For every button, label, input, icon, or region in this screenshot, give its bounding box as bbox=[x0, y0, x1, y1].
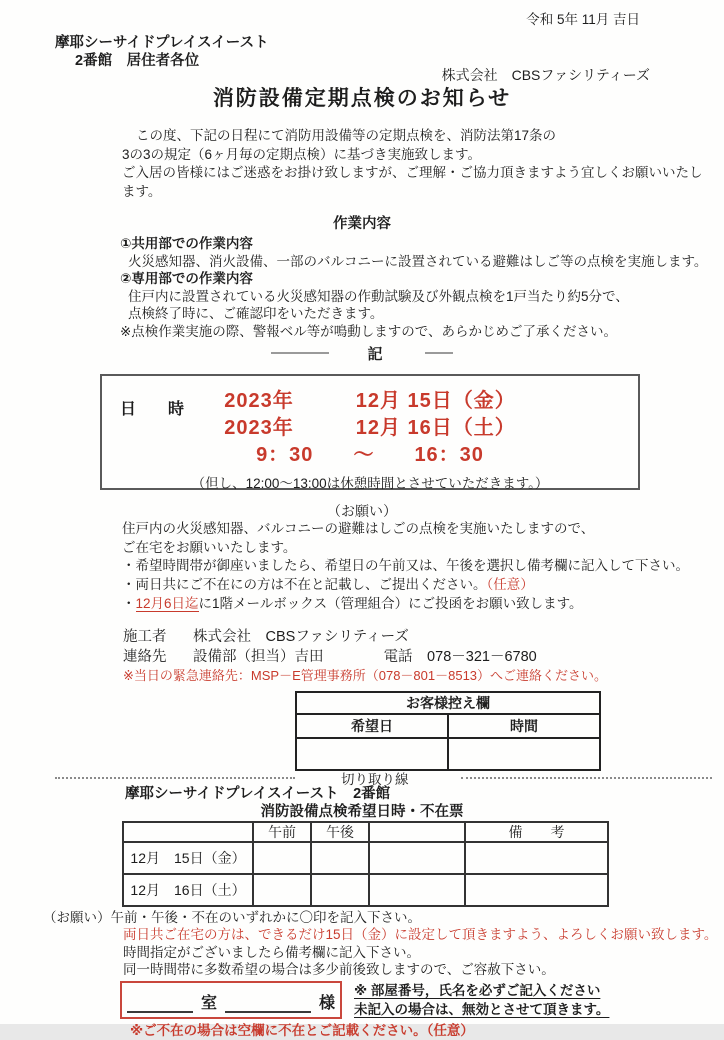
footer-line-1 bbox=[43, 909, 724, 927]
request-section-heading: （お願い） bbox=[327, 503, 397, 519]
customer-copy-table bbox=[295, 691, 601, 771]
ki-label: 記 bbox=[367, 345, 385, 363]
room-note-2: 未記入の場合は、無効とさせて頂きます。 bbox=[354, 1001, 610, 1017]
work-item-1-body: 火災感知器、消火設備、一部のバルコニーに設置されている避難はしご等の点検を実施します。 bbox=[128, 253, 708, 269]
form-row-1-pm-cell bbox=[311, 842, 369, 874]
form-row-2-am-cell bbox=[253, 874, 311, 906]
form-row-1-remarks-cell bbox=[465, 842, 608, 874]
schedule-box bbox=[100, 374, 640, 490]
form-header-empty-1 bbox=[123, 822, 253, 842]
footer-instructions bbox=[43, 909, 724, 979]
work-item-2-body-1: 住戸内に設置されている火災感知器の作動試験及び外観点検を1戸当たり約5分で、 bbox=[128, 288, 629, 304]
work-section bbox=[120, 235, 716, 340]
schedule-gap bbox=[313, 442, 353, 469]
form-col-am: 午前 bbox=[253, 822, 311, 842]
form-title: 消防設備点検希望日時・不在票 bbox=[260, 803, 464, 820]
schedule-row-1-year: 2023年 bbox=[224, 390, 294, 412]
request-line-1: 住戸内の火災感知器、バルコニーの避難はしごの点検を実施いたしますので、 bbox=[122, 521, 595, 536]
form-row-2-pm-cell bbox=[311, 874, 369, 906]
footer-line-3: 時間指定がございましたら備考欄に記入下さい。 bbox=[123, 944, 420, 960]
request-bullet-3 bbox=[122, 595, 718, 614]
footer-request-label: （お願い） bbox=[43, 909, 111, 925]
contractor-row bbox=[123, 627, 724, 647]
contact-row bbox=[123, 647, 724, 667]
form-header-empty-2 bbox=[369, 822, 465, 842]
intro-paragraph bbox=[122, 127, 714, 201]
cut-line-label: 切り取り線 bbox=[341, 771, 409, 787]
copy-col-preferred-date: 希望日 bbox=[296, 714, 448, 738]
schedule-gap bbox=[294, 415, 356, 442]
schedule-gap bbox=[294, 388, 356, 415]
customer-copy-title: お客様控え欄 bbox=[296, 692, 600, 714]
intro-line-2: 3の3の規定（6ヶ月毎の定期点検）に基づき実施致します。 bbox=[122, 146, 481, 162]
contact-label: 連絡先 bbox=[123, 648, 167, 665]
form-col-remarks: 備 考 bbox=[465, 822, 608, 842]
schedule-row-2-date: 12月 16日（土） bbox=[355, 417, 516, 439]
ki-dash-right-line bbox=[425, 352, 453, 354]
form-col-pm: 午後 bbox=[311, 822, 369, 842]
form-row-2-empty-cell bbox=[369, 874, 465, 906]
form-row-1-date: 12月 15日（金） bbox=[123, 842, 253, 874]
room-label: 室 bbox=[200, 994, 217, 1012]
schedule-row-2 bbox=[102, 415, 638, 442]
work-item-2-body-2: 点検終了時に、ご確認印をいただきます。 bbox=[128, 306, 384, 321]
request-line-2: ご在宅をお願いいたします。 bbox=[122, 539, 297, 555]
copy-col-time: 時間 bbox=[448, 714, 600, 738]
preference-form-table bbox=[122, 821, 609, 907]
ki-divider-row bbox=[0, 344, 724, 362]
form-building-name: 摩耶シーサイドプレイスイースト 2番館 bbox=[125, 785, 391, 802]
request-bullet-2 bbox=[122, 576, 718, 595]
absence-note-red: ※ご不在の場合は空欄に不在とご記載ください。（任意） bbox=[130, 1022, 474, 1038]
request-bullet-2-optional: （任意） bbox=[486, 577, 534, 593]
form-row-2-remarks-cell bbox=[465, 874, 608, 906]
contact-section bbox=[123, 627, 724, 685]
request-bullet-2-text: ・両日共にご不在にの方は不在と記載し、ご提出ください。 bbox=[122, 577, 487, 593]
schedule-row-1-date: 12月 15日（金） bbox=[355, 390, 516, 412]
room-name-row bbox=[120, 981, 724, 1019]
schedule-time-end: 16：30 bbox=[414, 444, 484, 466]
ki-dash-left-line bbox=[271, 352, 329, 354]
contractor-label: 施工者 bbox=[123, 628, 167, 645]
request-bullet-3-text: に1階メールボックス（管理組合）にご投函をお願い致します。 bbox=[198, 595, 583, 611]
copy-cell-time-empty bbox=[448, 738, 600, 770]
company-name: 株式会社 CBSファシリティーズ bbox=[441, 67, 650, 83]
footer-line-1-text: 午前・午後・不在のいずれかに〇印を記入下さい。 bbox=[110, 909, 421, 925]
form-row-1-empty-cell bbox=[369, 842, 465, 874]
emergency-contact-note: ※当日の緊急連絡先：MSP－E管理事務所（078－801－8513）へご連絡ください。 bbox=[123, 667, 608, 683]
request-bullet-3-deadline: 12月6日迄 bbox=[135, 595, 199, 611]
request-bullet-1: ・希望時間帯が御座いましたら、希望日の午前又は、午後を選択し備考欄に記入して下さい。 bbox=[122, 558, 689, 574]
schedule-time-row bbox=[102, 442, 638, 469]
footer-line-4: 同一時間帯に多数希望の場合は多少前後致しますので、ご容赦下さい。 bbox=[123, 962, 555, 978]
issue-date: 令和 5年 11月 吉日 bbox=[526, 12, 640, 27]
room-note-1: ※ 部屋番号，氏名を必ずご記入ください bbox=[354, 982, 601, 998]
contractor-name: 株式会社 CBSファシリティーズ bbox=[193, 628, 409, 645]
document-title: 消防設備定期点検のお知らせ bbox=[212, 87, 512, 110]
room-entry-notes bbox=[354, 981, 609, 1019]
name-blank-line bbox=[225, 997, 311, 1013]
contact-person: 設備部（担当）吉田 bbox=[193, 648, 324, 665]
room-number-blank-line bbox=[127, 997, 193, 1013]
addressee-line-1: 摩耶シーサイドプレイスイースト bbox=[55, 35, 269, 51]
copy-cell-date-empty bbox=[296, 738, 448, 770]
break-time-note: （但し、12:00～13:00は休憩時間とさせていただきます。） bbox=[191, 476, 549, 491]
alarm-bell-note: ※点検作業実施の際、警報ベル等が鳴動しますので、あらかじめご了承ください。 bbox=[120, 323, 618, 339]
intro-line-1: この度、下記の日程にて消防用設備等の定期点検を、消防法第17条の bbox=[136, 128, 557, 143]
schedule-row-2-year: 2023年 bbox=[224, 417, 294, 439]
footer-line-2-red: 両日共ご在宅の方は、できるだけ15日（金）に設定して頂きますよう、よろしくお願い致します。 bbox=[123, 927, 718, 943]
name-honorific-label: 様 bbox=[319, 994, 336, 1012]
room-name-entry-box bbox=[120, 981, 342, 1019]
request-bullet-3-prefix: ・ bbox=[122, 595, 136, 611]
schedule-time-start: 9：30 bbox=[256, 444, 314, 466]
cut-dotted-right bbox=[461, 777, 713, 779]
schedule-tilde: ～ bbox=[353, 444, 375, 466]
work-section-heading: 作業内容 bbox=[333, 216, 391, 232]
schedule-date-time-label: 日 時 bbox=[120, 401, 193, 418]
contact-phone: 電話 078－321－6780 bbox=[383, 648, 537, 665]
work-item-2-title: ②専用部での作業内容 bbox=[120, 271, 253, 286]
form-row-1-am-cell bbox=[253, 842, 311, 874]
schedule-gap bbox=[374, 442, 414, 469]
cut-dotted-left bbox=[55, 777, 295, 779]
addressee-line-2: 2番館 居住者各位 bbox=[75, 53, 200, 69]
addressee-block bbox=[55, 34, 724, 70]
request-section bbox=[122, 520, 718, 614]
work-item-1-title: ①共用部での作業内容 bbox=[120, 236, 253, 251]
intro-line-3: ご入居の皆様にはご迷惑をお掛け致しますが、ご理解・ご協力頂きますよう宜しくお願いいたします。 bbox=[122, 165, 703, 199]
form-row-2-date: 12月 16日（土） bbox=[123, 874, 253, 906]
